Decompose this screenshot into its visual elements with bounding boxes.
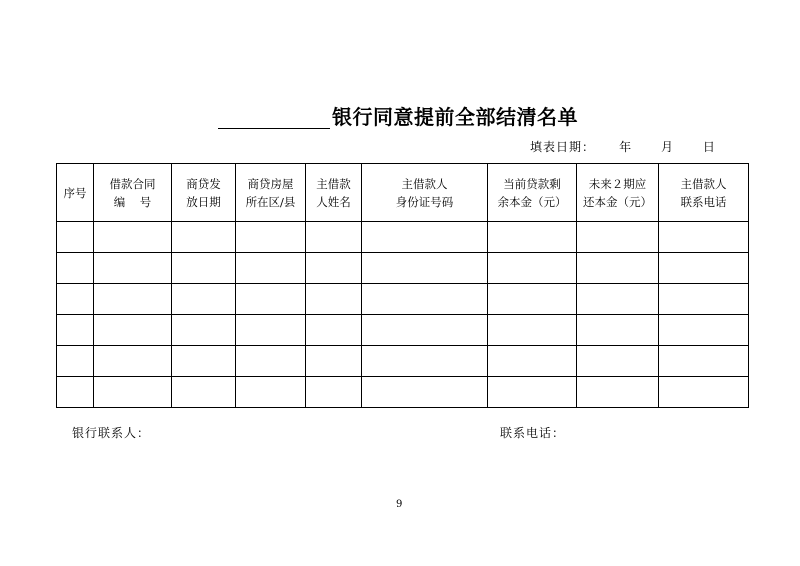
table-cell[interactable] xyxy=(57,346,94,377)
table-cell[interactable] xyxy=(577,253,659,284)
table-row xyxy=(57,377,749,408)
table-cell[interactable] xyxy=(94,284,172,315)
table-cell[interactable] xyxy=(94,222,172,253)
table-cell[interactable] xyxy=(577,315,659,346)
table-cell[interactable] xyxy=(577,346,659,377)
page-number: 9 xyxy=(396,499,403,510)
table-cell[interactable] xyxy=(306,377,362,408)
table-cell[interactable] xyxy=(659,346,749,377)
contact-phone-label: 联系电话： xyxy=(500,426,566,440)
title-row xyxy=(218,104,578,129)
table-cell[interactable] xyxy=(172,253,236,284)
table-cell[interactable] xyxy=(577,222,659,253)
bank-contact-label: 银行联系人： xyxy=(72,426,151,440)
fill-date-label: 填表日期： 年 月 日 xyxy=(530,140,716,154)
table-cell[interactable] xyxy=(306,284,362,315)
table-cell[interactable] xyxy=(488,284,577,315)
table-cell[interactable] xyxy=(236,346,306,377)
table-cell[interactable] xyxy=(172,377,236,408)
table-cell[interactable] xyxy=(306,346,362,377)
table-cell[interactable] xyxy=(362,253,488,284)
table-row xyxy=(57,315,749,346)
header-contract-no: 借款合同 编 号 xyxy=(94,164,172,222)
table-cell[interactable] xyxy=(94,315,172,346)
table-cell[interactable] xyxy=(57,222,94,253)
header-phone: 主借款人 联系电话 xyxy=(659,164,749,222)
table-cell[interactable] xyxy=(362,315,488,346)
table-row xyxy=(57,222,749,253)
table-cell[interactable] xyxy=(172,222,236,253)
header-borrower-name: 主借款 人姓名 xyxy=(306,164,362,222)
table-cell[interactable] xyxy=(488,377,577,408)
table-cell[interactable] xyxy=(488,315,577,346)
table-row xyxy=(57,253,749,284)
table-cell[interactable] xyxy=(362,346,488,377)
table-cell[interactable] xyxy=(488,346,577,377)
table-cell[interactable] xyxy=(362,377,488,408)
table-cell[interactable] xyxy=(57,315,94,346)
table-cell[interactable] xyxy=(488,253,577,284)
table-cell[interactable] xyxy=(659,377,749,408)
table-cell[interactable] xyxy=(659,253,749,284)
table-cell[interactable] xyxy=(659,222,749,253)
table-cell[interactable] xyxy=(236,253,306,284)
header-district: 商贷房屋 所在区/县 xyxy=(236,164,306,222)
header-serial: 序号 xyxy=(57,164,94,222)
bank-name-blank xyxy=(218,104,330,129)
table-cell[interactable] xyxy=(172,284,236,315)
table-header-row xyxy=(57,164,749,222)
header-next-2-periods: 未来２期应 还本金（元） xyxy=(577,164,659,222)
settlement-table xyxy=(56,163,749,408)
header-id-number: 主借款人 身份证号码 xyxy=(362,164,488,222)
table-cell[interactable] xyxy=(94,377,172,408)
table-cell[interactable] xyxy=(577,377,659,408)
table-cell[interactable] xyxy=(236,315,306,346)
table-cell[interactable] xyxy=(362,284,488,315)
table-cell[interactable] xyxy=(57,284,94,315)
table-cell[interactable] xyxy=(172,315,236,346)
table-cell[interactable] xyxy=(306,222,362,253)
header-loan-date: 商贷发 放日期 xyxy=(172,164,236,222)
table-cell[interactable] xyxy=(659,315,749,346)
table-cell[interactable] xyxy=(94,253,172,284)
table-cell[interactable] xyxy=(236,222,306,253)
page-title: 银行同意提前全部结清名单 xyxy=(332,105,578,129)
table-cell[interactable] xyxy=(236,284,306,315)
table-cell[interactable] xyxy=(577,284,659,315)
table-cell[interactable] xyxy=(362,222,488,253)
table-cell[interactable] xyxy=(236,377,306,408)
header-remaining-principal: 当前贷款剩 余本金（元） xyxy=(488,164,577,222)
table-row xyxy=(57,284,749,315)
table-cell[interactable] xyxy=(306,253,362,284)
table-cell[interactable] xyxy=(488,222,577,253)
table-cell[interactable] xyxy=(57,377,94,408)
table-cell[interactable] xyxy=(172,346,236,377)
table-cell[interactable] xyxy=(57,253,94,284)
table-row xyxy=(57,346,749,377)
table-cell[interactable] xyxy=(659,284,749,315)
table-cell[interactable] xyxy=(94,346,172,377)
table-cell[interactable] xyxy=(306,315,362,346)
